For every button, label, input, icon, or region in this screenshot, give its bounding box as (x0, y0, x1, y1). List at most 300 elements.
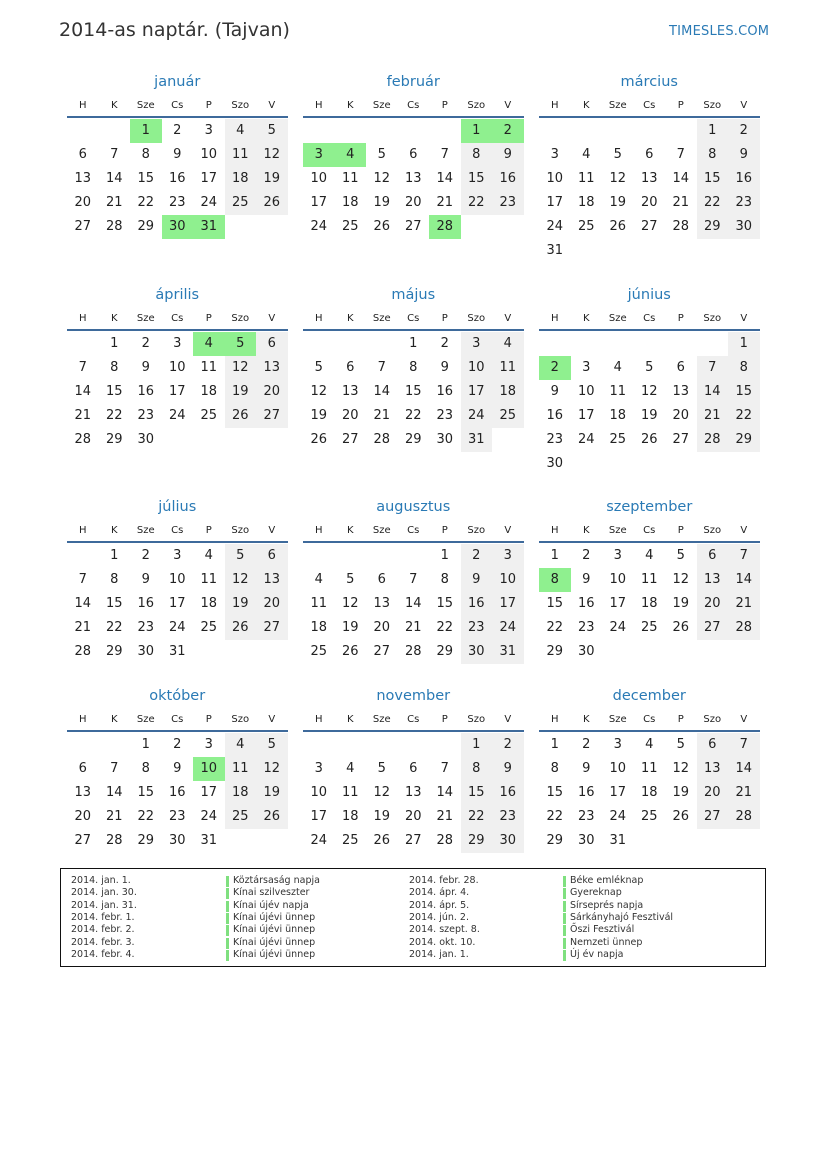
holiday-day-cell: 2 (492, 119, 524, 143)
legend-holiday-name: Őszi Fesztivál (570, 924, 635, 936)
month-name: július (158, 499, 197, 515)
day-cell: 19 (256, 781, 288, 805)
day-cell: 3 (173, 548, 182, 563)
weekday-header: Sze (372, 313, 391, 324)
weekday-header: Sze (136, 525, 155, 536)
day-cell: 20 (256, 592, 288, 616)
day-cell: 30 (546, 456, 564, 471)
day-cell: 3 (550, 147, 559, 162)
day-cell: 19 (672, 785, 690, 800)
legend-date: 2014. febr. 1. (71, 911, 135, 923)
day-cell: 2 (461, 544, 493, 568)
day-cell: 19 (310, 408, 328, 423)
day-cell: 6 (377, 572, 386, 587)
legend-holiday-marker (563, 938, 566, 949)
legend-holiday-marker (226, 876, 229, 887)
day-cell: 8 (728, 356, 760, 380)
day-cell: 3 (173, 336, 182, 351)
day-cell: 25 (310, 644, 328, 659)
day-cell: 16 (492, 781, 524, 805)
header-rule (303, 730, 524, 732)
day-cell: 15 (137, 785, 155, 800)
holiday-day-cell: 5 (225, 332, 257, 356)
day-cell: 24 (168, 408, 186, 423)
weekday-header: P (205, 525, 212, 536)
weekday-header: H (78, 100, 87, 111)
day-cell: 7 (440, 147, 449, 162)
day-cell: 28 (672, 219, 690, 234)
day-cell: 16 (492, 167, 524, 191)
day-cell: 10 (577, 384, 595, 399)
legend-holiday-marker (563, 925, 566, 936)
holiday-legend (60, 868, 766, 967)
day-cell: 5 (377, 147, 386, 162)
weekday-header: Szo (467, 313, 486, 324)
weekday-header: Cs (407, 100, 420, 111)
day-cell: 17 (577, 408, 595, 423)
day-cell: 2 (728, 119, 760, 143)
legend-holiday-marker (226, 925, 229, 936)
holiday-day-cell: 3 (303, 143, 335, 167)
day-cell: 6 (697, 544, 729, 568)
weekday-header: Cs (407, 525, 420, 536)
day-cell: 9 (173, 147, 182, 162)
day-cell: 20 (74, 195, 92, 210)
legend-holiday-name: Gyereknap (570, 887, 622, 899)
day-cell: 14 (672, 171, 690, 186)
day-cell: 28 (728, 805, 760, 829)
month-name: október (149, 688, 206, 704)
weekday-header: H (314, 714, 323, 725)
day-cell: 17 (200, 785, 218, 800)
day-cell: 9 (582, 761, 591, 776)
day-cell: 12 (225, 568, 257, 592)
day-cell: 19 (640, 408, 658, 423)
day-cell: 20 (697, 781, 729, 805)
day-cell: 3 (492, 544, 524, 568)
day-cell: 23 (492, 805, 524, 829)
day-cell: 10 (168, 572, 186, 587)
page-title: 2014-as naptár. (Tajvan) (59, 19, 290, 41)
header-rule (67, 730, 288, 732)
day-cell: 9 (141, 572, 150, 587)
day-cell: 22 (728, 404, 760, 428)
day-cell: 28 (74, 644, 92, 659)
day-cell: 11 (609, 384, 627, 399)
day-cell: 11 (640, 572, 658, 587)
day-cell: 18 (200, 384, 218, 399)
day-cell: 13 (697, 568, 729, 592)
day-cell: 28 (436, 833, 454, 848)
legend-holiday-marker (563, 913, 566, 924)
day-cell: 9 (141, 360, 150, 375)
day-cell: 18 (225, 167, 257, 191)
holiday-day-cell: 31 (193, 215, 225, 239)
day-cell: 12 (310, 384, 328, 399)
day-cell: 29 (137, 219, 155, 234)
day-cell: 7 (78, 572, 87, 587)
day-cell: 12 (672, 761, 690, 776)
day-cell: 31 (492, 640, 524, 664)
day-cell: 28 (728, 616, 760, 640)
weekday-header: P (441, 313, 448, 324)
day-cell: 16 (577, 785, 595, 800)
day-cell: 27 (404, 833, 422, 848)
day-cell: 2 (173, 737, 182, 752)
site-logo[interactable]: TIMESLES.COM (669, 24, 770, 39)
day-cell: 9 (173, 761, 182, 776)
header-rule (539, 329, 760, 331)
day-cell: 23 (577, 809, 595, 824)
day-cell: 12 (672, 572, 690, 587)
holiday-day-cell: 4 (193, 332, 225, 356)
day-cell: 26 (341, 644, 359, 659)
day-cell: 21 (436, 809, 454, 824)
legend-date: 2014. okt. 10. (409, 936, 476, 948)
weekday-header: K (582, 100, 590, 111)
header-rule (67, 329, 288, 331)
day-cell: 15 (461, 781, 493, 805)
day-cell: 9 (728, 143, 760, 167)
day-cell: 11 (341, 785, 359, 800)
weekday-header: V (740, 525, 748, 536)
day-cell: 14 (404, 596, 422, 611)
weekday-header: Cs (643, 100, 656, 111)
weekday-header: H (78, 313, 87, 324)
day-cell: 18 (609, 408, 627, 423)
day-cell: 20 (697, 592, 729, 616)
day-cell: 18 (225, 781, 257, 805)
day-cell: 22 (105, 620, 123, 635)
weekday-header: K (582, 525, 590, 536)
month-name: március (620, 74, 678, 90)
day-cell: 27 (256, 616, 288, 640)
weekday-header: H (550, 525, 559, 536)
day-cell: 4 (225, 119, 257, 143)
day-cell: 2 (492, 733, 524, 757)
day-cell: 7 (78, 360, 87, 375)
day-cell: 29 (461, 829, 493, 853)
day-cell: 28 (105, 833, 123, 848)
day-cell: 13 (256, 568, 288, 592)
legend-date: 2014. febr. 28. (409, 875, 479, 886)
day-cell: 9 (440, 360, 449, 375)
day-cell: 8 (141, 147, 150, 162)
day-cell: 22 (461, 191, 493, 215)
day-cell: 1 (409, 336, 418, 351)
legend-holiday-marker (563, 876, 566, 887)
day-cell: 14 (74, 384, 92, 399)
day-cell: 11 (492, 356, 524, 380)
weekday-header: P (205, 714, 212, 725)
day-cell: 6 (409, 761, 418, 776)
day-cell: 14 (74, 596, 92, 611)
day-cell: 12 (256, 757, 288, 781)
day-cell: 30 (728, 215, 760, 239)
weekday-header: Sze (608, 525, 627, 536)
weekday-header: H (314, 100, 323, 111)
day-cell: 24 (310, 833, 328, 848)
day-cell: 30 (492, 829, 524, 853)
day-cell: 21 (74, 408, 92, 423)
day-cell: 20 (672, 408, 690, 423)
day-cell: 22 (697, 191, 729, 215)
day-cell: 8 (461, 143, 493, 167)
day-cell: 15 (546, 785, 564, 800)
holiday-day-cell: 30 (162, 215, 194, 239)
day-cell: 2 (141, 548, 150, 563)
day-cell: 14 (373, 384, 391, 399)
day-cell: 13 (341, 384, 359, 399)
legend-holiday-name: Új év napja (570, 948, 624, 960)
day-cell: 17 (200, 171, 218, 186)
weekday-header: V (504, 714, 512, 725)
day-cell: 23 (168, 195, 186, 210)
weekday-header: K (582, 714, 590, 725)
month-name: augusztus (376, 499, 451, 515)
weekday-header: K (110, 100, 118, 111)
day-cell: 13 (373, 596, 391, 611)
weekday-header: Szo (467, 525, 486, 536)
weekday-header: Szo (467, 714, 486, 725)
day-cell: 7 (110, 761, 119, 776)
day-cell: 21 (105, 195, 123, 210)
day-cell: 13 (404, 785, 422, 800)
day-cell: 21 (74, 620, 92, 635)
day-cell: 5 (346, 572, 355, 587)
day-cell: 17 (546, 195, 564, 210)
day-cell: 6 (256, 544, 288, 568)
weekday-header: K (346, 714, 354, 725)
day-cell: 5 (314, 360, 323, 375)
month-name: június (627, 287, 671, 303)
day-cell: 16 (461, 592, 493, 616)
day-cell: 1 (697, 119, 729, 143)
day-cell: 24 (546, 219, 564, 234)
day-cell: 18 (492, 380, 524, 404)
day-cell: 5 (225, 544, 257, 568)
month-name: április (155, 287, 200, 303)
day-cell: 1 (110, 548, 119, 563)
day-cell: 14 (436, 171, 454, 186)
weekday-header: P (677, 100, 684, 111)
day-cell: 10 (200, 147, 218, 162)
day-cell: 23 (168, 809, 186, 824)
day-cell: 18 (577, 195, 595, 210)
day-cell: 13 (697, 757, 729, 781)
weekday-header: Sze (608, 714, 627, 725)
day-cell: 14 (436, 785, 454, 800)
day-cell: 7 (110, 147, 119, 162)
day-cell: 24 (168, 620, 186, 635)
weekday-header: K (110, 313, 118, 324)
day-cell: 12 (373, 171, 391, 186)
day-cell: 23 (137, 620, 155, 635)
day-cell: 22 (436, 620, 454, 635)
weekday-header: H (550, 100, 559, 111)
holiday-day-cell: 10 (193, 757, 225, 781)
day-cell: 15 (461, 167, 493, 191)
day-cell: 24 (609, 809, 627, 824)
day-cell: 16 (168, 785, 186, 800)
legend-date: 2014. jan. 31. (71, 899, 137, 911)
weekday-header: V (268, 714, 276, 725)
day-cell: 9 (492, 757, 524, 781)
weekday-header: H (550, 313, 559, 324)
day-cell: 27 (697, 805, 729, 829)
day-cell: 24 (492, 616, 524, 640)
month-name: május (391, 287, 436, 303)
day-cell: 3 (204, 123, 213, 138)
day-cell: 28 (74, 432, 92, 447)
day-cell: 4 (346, 761, 355, 776)
day-cell: 5 (377, 761, 386, 776)
day-cell: 22 (137, 195, 155, 210)
day-cell: 20 (256, 380, 288, 404)
day-cell: 19 (256, 167, 288, 191)
day-cell: 29 (105, 644, 123, 659)
day-cell: 10 (168, 360, 186, 375)
day-cell: 11 (341, 171, 359, 186)
month-name: január (154, 74, 201, 90)
day-cell: 11 (225, 143, 257, 167)
weekday-header: Cs (407, 313, 420, 324)
day-cell: 22 (546, 620, 564, 635)
day-cell: 2 (582, 548, 591, 563)
day-cell: 30 (461, 640, 493, 664)
day-cell: 22 (137, 809, 155, 824)
day-cell: 27 (404, 219, 422, 234)
weekday-header: Szo (231, 100, 250, 111)
day-cell: 1 (461, 733, 493, 757)
day-cell: 5 (256, 733, 288, 757)
day-cell: 6 (409, 147, 418, 162)
legend-holiday-name: Kínai újévi ünnep (233, 924, 316, 936)
weekday-header: K (582, 313, 590, 324)
day-cell: 31 (200, 833, 218, 848)
weekday-header: Sze (136, 714, 155, 725)
day-cell: 16 (436, 384, 454, 399)
weekday-header: K (346, 100, 354, 111)
day-cell: 23 (577, 620, 595, 635)
header-rule (539, 730, 760, 732)
legend-date: 2014. jan. 1. (409, 948, 469, 960)
day-cell: 9 (461, 568, 493, 592)
day-cell: 26 (373, 833, 391, 848)
day-cell: 25 (640, 620, 658, 635)
day-cell: 15 (105, 596, 123, 611)
day-cell: 15 (404, 384, 422, 399)
day-cell: 8 (697, 143, 729, 167)
holiday-day-cell: 28 (429, 215, 461, 239)
day-cell: 1 (440, 548, 449, 563)
day-cell: 22 (546, 809, 564, 824)
day-cell: 16 (577, 596, 595, 611)
day-cell: 1 (110, 336, 119, 351)
day-cell: 8 (440, 572, 449, 587)
day-cell: 29 (546, 644, 564, 659)
day-cell: 29 (697, 215, 729, 239)
day-cell: 27 (341, 432, 359, 447)
header-rule (539, 116, 760, 118)
day-cell: 24 (577, 432, 595, 447)
day-cell: 25 (200, 620, 218, 635)
day-cell: 28 (404, 644, 422, 659)
day-cell: 4 (645, 737, 654, 752)
day-cell: 17 (168, 596, 186, 611)
day-cell: 15 (728, 380, 760, 404)
weekday-header: H (78, 525, 87, 536)
day-cell: 30 (168, 833, 186, 848)
day-cell: 20 (74, 809, 92, 824)
day-cell: 27 (640, 219, 658, 234)
legend-holiday-marker (563, 888, 566, 899)
day-cell: 26 (256, 805, 288, 829)
day-cell: 3 (613, 737, 622, 752)
legend-holiday-marker (226, 888, 229, 899)
weekday-header: V (268, 100, 276, 111)
header-rule (67, 541, 288, 543)
day-cell: 16 (137, 384, 155, 399)
day-cell: 27 (74, 833, 92, 848)
day-cell: 7 (409, 572, 418, 587)
legend-holiday-name: Kínai újévi ünnep (233, 948, 316, 960)
weekday-header: Sze (136, 313, 155, 324)
legend-date: 2014. febr. 2. (71, 924, 135, 936)
weekday-header: H (314, 525, 323, 536)
holiday-day-cell: 8 (539, 568, 571, 592)
weekday-header: Cs (171, 714, 184, 725)
day-cell: 28 (373, 432, 391, 447)
day-cell: 8 (110, 360, 119, 375)
day-cell: 26 (672, 620, 690, 635)
day-cell: 25 (577, 219, 595, 234)
day-cell: 29 (728, 428, 760, 452)
weekday-header: Szo (467, 100, 486, 111)
day-cell: 11 (640, 761, 658, 776)
day-cell: 11 (200, 360, 218, 375)
day-cell: 9 (492, 143, 524, 167)
weekday-header: Szo (703, 100, 722, 111)
day-cell: 30 (577, 833, 595, 848)
legend-holiday-name: Kínai szilveszter (233, 887, 310, 899)
month-name: november (376, 688, 451, 704)
day-cell: 5 (613, 147, 622, 162)
day-cell: 1 (550, 548, 559, 563)
legend-holiday-name: Nemzeti ünnep (570, 936, 643, 948)
weekday-header: P (441, 714, 448, 725)
weekday-header: V (740, 313, 748, 324)
day-cell: 6 (697, 733, 729, 757)
day-cell: 12 (609, 171, 627, 186)
day-cell: 7 (697, 356, 729, 380)
day-cell: 25 (341, 219, 359, 234)
day-cell: 20 (373, 620, 391, 635)
legend-date: 2014. jún. 2. (409, 911, 470, 923)
day-cell: 6 (78, 147, 87, 162)
day-cell: 3 (582, 360, 591, 375)
day-cell: 21 (697, 404, 729, 428)
day-cell: 25 (225, 191, 257, 215)
day-cell: 20 (640, 195, 658, 210)
weekday-header: V (504, 313, 512, 324)
day-cell: 14 (728, 568, 760, 592)
day-cell: 10 (609, 572, 627, 587)
day-cell: 24 (609, 620, 627, 635)
weekday-header: K (110, 714, 118, 725)
weekday-header: P (677, 313, 684, 324)
day-cell: 14 (697, 380, 729, 404)
